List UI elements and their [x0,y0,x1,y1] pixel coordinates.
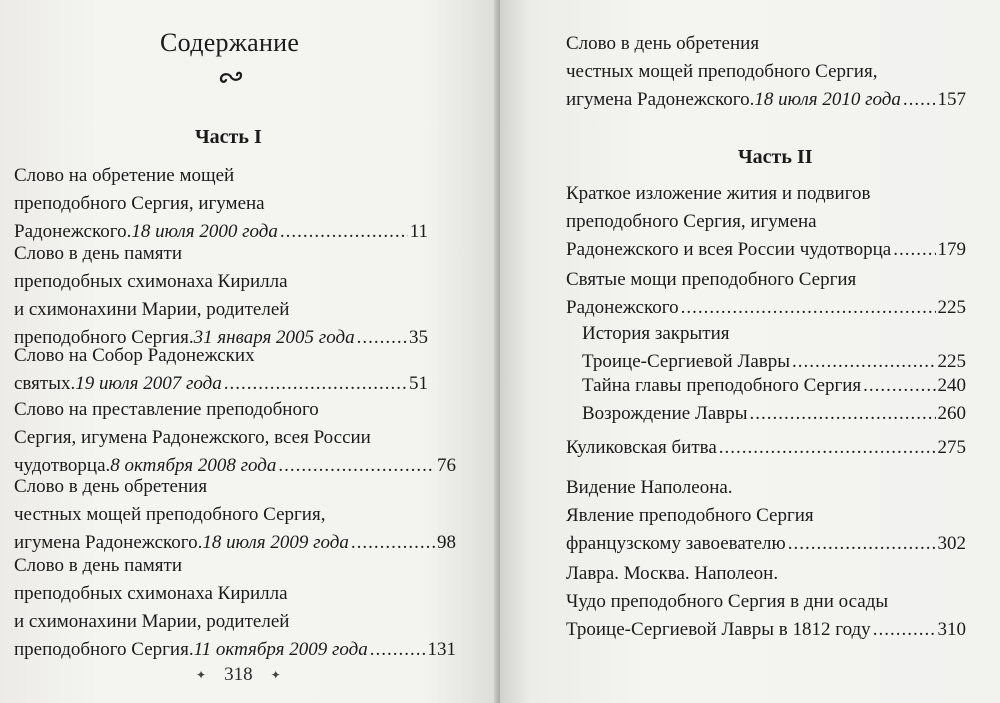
toc-entry[interactable] [566,434,966,462]
toc-subentry[interactable] [582,320,966,376]
entry-line: Сергия, игумена Радонежского, всея России [14,427,371,448]
entry-line: Слово на преставление преподобного [14,399,319,420]
entry-last-line [14,370,428,398]
entry-last-line [14,636,456,664]
entry-text: преподобного Сергия. [14,327,194,348]
page-number: 179 [937,239,966,260]
page-number: 98 [437,532,456,553]
entry-line: Краткое изложение жития и подвигов [566,183,871,204]
leader-dots [893,236,935,264]
page-number: 260 [937,403,966,424]
flourish-ornament-icon [218,68,244,86]
toc-subentry[interactable] [582,400,966,428]
entry-date: 18 июля 2010 года [754,89,901,110]
leader-dots [873,616,936,644]
page-number: 11 [409,221,428,242]
part-heading: Часть I [195,126,262,148]
entry-last-line [566,294,966,322]
entry-text: Радонежского. [14,221,132,242]
entry-text: чудотворца. [14,455,111,476]
page-folio [196,664,281,686]
entry-last-line [566,434,966,462]
page-number: 35 [409,327,428,348]
entry-line: и схимонахини Марии, родителей [14,611,290,632]
leader-dots [370,636,426,664]
entry-line: Святые мощи преподобного Сергия [566,269,857,290]
page-number: 157 [937,89,966,110]
entry-line: и схимонахини Марии, родителей [14,299,290,320]
entry-text: французскому завоевателю [566,533,786,554]
leader-dots [224,370,407,398]
entry-date: 19 июля 2007 года [75,373,222,394]
entry-last-line [582,372,966,400]
entry-line: Видение Наполеона. [566,477,733,498]
toc-entry[interactable] [14,473,456,557]
page-number: 131 [427,639,456,660]
entry-date: 11 октября 2009 года [193,639,368,660]
entry-date: 31 января 2005 года [193,327,355,348]
page-number: 302 [937,533,966,554]
page-number: 310 [937,619,966,640]
right-page [500,0,1000,703]
page-title: Содержание [160,28,300,57]
entry-text: преподобного Сергия. [14,639,194,660]
entry-text: Возрождение Лавры [582,403,748,424]
entry-line: преподобного Сергия, игумена [566,211,817,232]
entry-line: честных мощей преподобного Сергия, [566,61,878,82]
toc-entry[interactable] [566,30,966,114]
entry-text: Радонежского и всея России чудотворца [566,239,892,260]
toc-entry[interactable] [14,552,456,664]
entry-line: Слово в день памяти [14,555,182,576]
entry-last-line [566,616,966,644]
toc-entry[interactable] [14,240,428,352]
entry-text: святых. [14,373,76,394]
toc-entry[interactable] [14,162,428,246]
page-number: 76 [437,455,456,476]
entry-last-line [566,236,966,264]
entry-line: Слово в день памяти [14,243,182,264]
leader-dots [863,372,935,400]
toc-entry[interactable] [566,180,966,264]
entry-line: честных мощей преподобного Сергия, [14,504,326,525]
toc-entry[interactable] [14,342,428,398]
page-number: 275 [937,437,966,458]
entry-text: Куликовская битва [566,437,717,458]
entry-line: преподобных схимонаха Кирилла [14,583,288,604]
leader-dots [903,86,936,114]
entry-text: Тайна главы преподобного Сергия [582,375,862,396]
entry-line: Слово на обретение мощей [14,165,235,186]
entry-text: Троице-Сергиевой Лавры в 1812 году [566,619,871,640]
folio-ornament-icon: ✦ [270,667,281,682]
page-number: 51 [409,373,428,394]
leader-dots [719,434,936,462]
entry-line: Явление преподобного Сергия [566,505,814,526]
entry-last-line [582,400,966,428]
entry-line: История закрытия [582,323,730,344]
entry-line: Слово в день обретения [14,476,208,497]
folio-number: 318 [224,664,253,685]
toc-entry[interactable] [566,474,966,558]
toc-subentry[interactable] [582,372,966,400]
part-heading: Часть II [738,146,813,168]
entry-line: Лавра. Москва. Наполеон. [566,563,779,584]
entry-text: игумена Радонежского. [14,532,203,553]
page-number: 240 [937,375,966,396]
entry-line: Слово на Собор Радонежских [14,345,255,366]
entry-line: преподобных схимонаха Кирилла [14,271,288,292]
entry-last-line [566,86,966,114]
entry-text: Троице-Сергиевой Лавры [582,351,791,372]
entry-date: 18 июля 2009 года [202,532,349,553]
leader-dots [788,530,936,558]
folio-ornament-icon: ✦ [196,667,207,682]
bleed-through-text [8,10,121,40]
toc-entry[interactable] [14,396,456,480]
entry-date: 18 июля 2000 года [131,221,278,242]
page-number: 225 [937,351,966,372]
leader-dots [681,294,936,322]
page-number: 225 [937,297,966,318]
entry-date: 8 октября 2008 года [110,455,277,476]
entry-text: Радонежского [566,297,679,318]
entry-line: Чудо преподобного Сергия в дни осады [566,591,889,612]
entry-line: преподобного Сергия, игумена [14,193,265,214]
entry-text: игумена Радонежского. [566,89,755,110]
entry-line: Слово в день обретения [566,33,760,54]
toc-entry[interactable] [566,266,966,322]
leader-dots [750,400,936,428]
toc-entry[interactable] [566,560,966,644]
entry-last-line [566,530,966,558]
